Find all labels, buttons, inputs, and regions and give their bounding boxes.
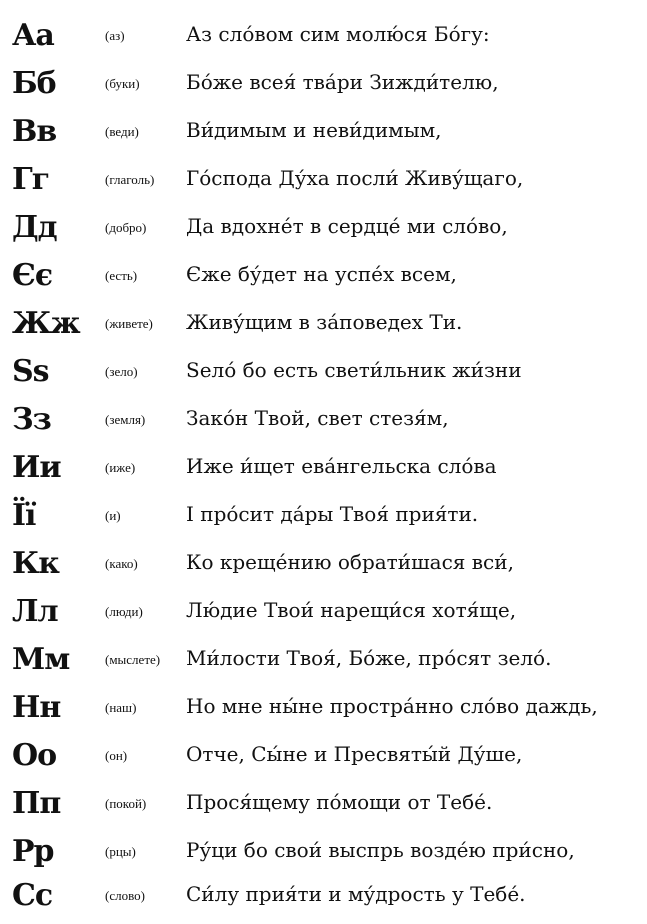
- letter-pair: Бб: [12, 66, 56, 101]
- letter-name: (есть): [105, 268, 138, 283]
- verse-line: Отче, Сы́не и Пресвяты́й Ду́ше,: [186, 742, 523, 766]
- verse-line: Ви́димым и неви́димым,: [186, 118, 442, 142]
- list-item: [0, 16, 647, 64]
- list-item: [0, 160, 647, 208]
- verse-line: Зако́н Твой, свет стезя́м,: [186, 406, 449, 430]
- letter-pair: Зз: [12, 402, 51, 437]
- letter-pair: Оо: [12, 738, 57, 773]
- letter-name: (добро): [105, 220, 147, 235]
- list-item: [0, 64, 647, 112]
- letter-name: (аз): [105, 28, 125, 43]
- letter-name: (покой): [105, 796, 147, 811]
- letter-pair: Дд: [12, 210, 57, 245]
- letter-pair: Вв: [12, 114, 57, 149]
- verse-line: І про́сит да́ры Твоя́ прия́ти.: [186, 502, 479, 526]
- letter-pair: Кк: [12, 546, 59, 581]
- verse-line: Ру́ци бо свои́ выспрь возде́ю при́сно,: [186, 838, 575, 862]
- list-item: [0, 784, 647, 832]
- letter-name: (он): [105, 748, 128, 763]
- letter-name: (люди): [105, 604, 143, 619]
- letter-pair: Рр: [12, 834, 54, 869]
- letter-name: (рцы): [105, 844, 136, 859]
- letter-name: (наш): [105, 700, 137, 715]
- letter-name: (земля): [105, 412, 146, 427]
- letter-pair: Ии: [12, 450, 61, 485]
- letter-name: (и): [105, 508, 121, 523]
- letter-pair: Єє: [12, 258, 53, 293]
- letter-pair: Лл: [12, 594, 58, 629]
- letter-name: (буки): [105, 76, 140, 91]
- verse-line: Ми́лости Твоя́, Бо́же, про́сят зело́.: [186, 646, 552, 670]
- letter-pair: Ѕѕ: [12, 354, 49, 389]
- list-item: [0, 736, 647, 784]
- verse-line: Ѕело́ бо есть свети́льник жи́зни: [186, 358, 522, 382]
- list-item: [0, 112, 647, 160]
- verse-line: Єже бу́дет на успе́х всем,: [186, 262, 457, 286]
- verse-line: Бо́же всея́ тва́ри Зижди́телю,: [186, 70, 499, 94]
- list-item: [0, 208, 647, 256]
- verse-line: Го́спода Ду́ха посли́ Живу́щаго,: [186, 166, 524, 190]
- letter-name: (живете): [105, 316, 153, 331]
- letter-pair: Аа: [12, 18, 54, 53]
- list-item: [0, 400, 647, 448]
- list-item: [0, 352, 647, 400]
- list-item: [0, 544, 647, 592]
- letter-pair: Мм: [12, 642, 70, 677]
- list-item: [0, 876, 647, 924]
- list-item: [0, 688, 647, 736]
- verse-line: Прося́щему по́мощи от Тебе́.: [186, 790, 493, 814]
- letter-pair: Пп: [12, 786, 61, 821]
- letter-pair: Гг: [12, 162, 50, 197]
- verse-line: Да вдохне́т в сердце́ ми сло́во,: [186, 214, 508, 238]
- verse-line: Си́лу прия́ти и му́дрость у Тебе́.: [186, 882, 526, 906]
- letter-pair: Жж: [12, 306, 80, 341]
- verse-line: Иже и́щет ева́нгельска сло́ва: [186, 454, 497, 478]
- letter-name: (како): [105, 556, 138, 571]
- letter-name: (мыслете): [105, 652, 161, 667]
- list-item: [0, 832, 647, 880]
- list-item: [0, 256, 647, 304]
- letter-name: (иже): [105, 460, 136, 475]
- list-item: [0, 304, 647, 352]
- letter-pair: Її: [12, 498, 36, 533]
- letter-name: (веди): [105, 124, 139, 139]
- letter-pair: Сс: [12, 878, 53, 913]
- list-item: [0, 496, 647, 544]
- verse-line: Ко креще́нию обрати́шася вси́,: [186, 550, 514, 574]
- list-item: [0, 640, 647, 688]
- letter-name: (глаголь): [105, 172, 155, 187]
- list-item: [0, 448, 647, 496]
- verse-line: Лю́дие Твои́ нарещи́ся хотя́ще,: [186, 598, 517, 622]
- letter-pair: Нн: [12, 690, 61, 725]
- letter-name: (зело): [105, 364, 138, 379]
- verse-line: Аз сло́вом сим молю́ся Бо́гу:: [186, 22, 490, 46]
- letter-name: (слово): [105, 888, 145, 903]
- verse-line: Живу́щим в за́поведех Ти.: [186, 310, 463, 334]
- verse-line: Но мне ны́не простра́нно сло́во даждь,: [186, 694, 598, 718]
- list-item: [0, 592, 647, 640]
